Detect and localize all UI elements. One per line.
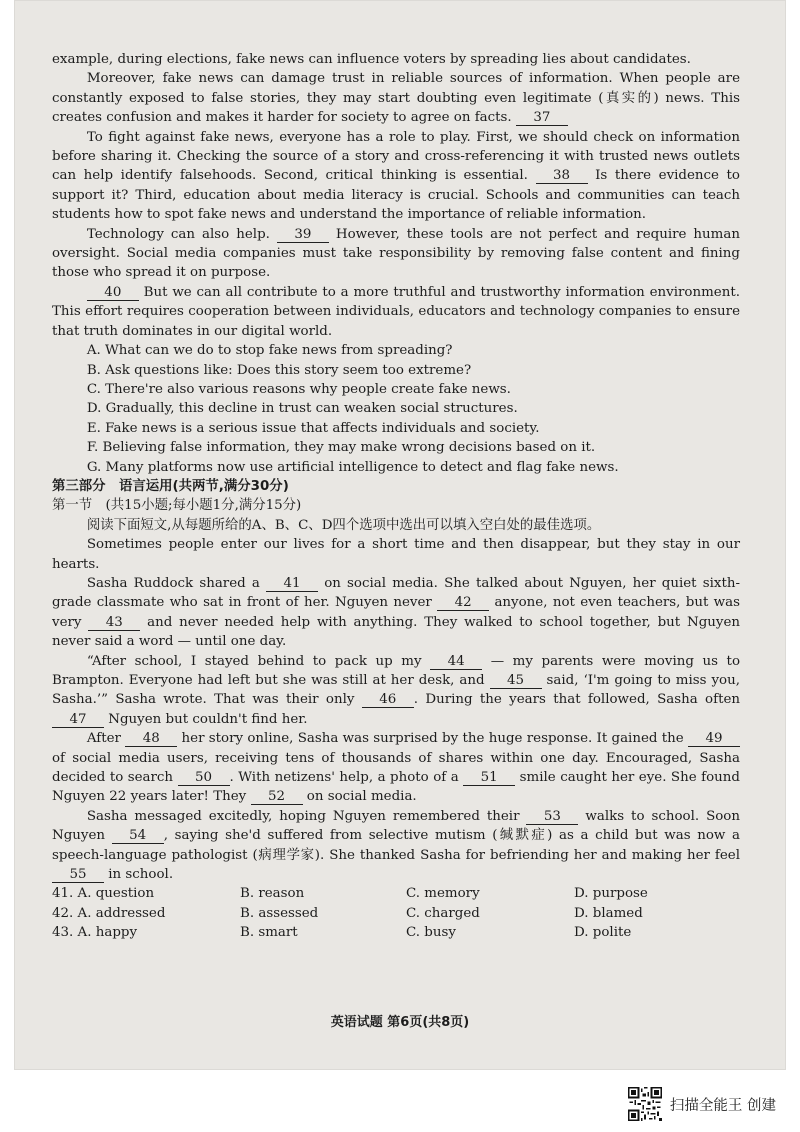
blank-45: 45 — [490, 673, 542, 689]
option-d: D. Gradually, this decline in trust can weaken social structures. — [86, 401, 518, 417]
option-g: G. Many platforms now use artificial intelligence to detect and flag fake news. — [86, 459, 619, 475]
blank-46: 46 — [362, 692, 414, 708]
blank-55: 55 — [52, 867, 104, 883]
passage-paragraph: 40 But we can all contribute to a more truthful and trustworthy information environment. This effort requires cooperation between individuals, educators and technology companies to ensure that truth dominates in our digital world. — [52, 284, 740, 339]
question-41-choices — [52, 884, 740, 903]
blank-44: 44 — [430, 654, 482, 670]
passage-paragraph: To fight against fake news, everyone has a role to play. First, we should check on information before sharing it. Checking the source of a story and cross-referencing it with trusted news outlets can help identify falsehoods. Second, critical thinking is essential. 38 Is there evidence to support it? Third, education about media literacy is crucial. Schools and communities can teach students how to spot fake news and understand the importance of reliable information. — [52, 129, 740, 223]
blank-38: 38 — [536, 168, 588, 184]
choice-a: 43. A. happy — [52, 925, 138, 941]
cloze-paragraph: Sasha messaged excitedly, hoping Nguyen remembered their 53 walks to school. Soon Nguyen 54 , saying she'd suffered from selective mutism (缄默症) as a child but was now a speech-language pathologist (病理学家). She thanked Sasha for befriending her and making her feel 55 in school. — [52, 808, 740, 883]
question-42-choices — [52, 904, 740, 923]
question-43-choices — [52, 923, 740, 942]
cloze-paragraph: After 48 her story online, Sasha was surprised by the huge response. It gained the 49 of social media users, receiving tens of thousands of shares within one day. Encouraged, Sasha decided to search 50 . With netizens' help, a photo of a 51 smile caught her eye. She found Nguyen 22 years later! They 52 on social media. — [52, 731, 740, 805]
choice-c: C. memory — [406, 886, 480, 902]
cloze-paragraph: Sasha Ruddock shared a 41 on social media. She talked about Nguyen, her quiet sixth-grade classmate who sat in front of her. Nguyen never 42 anyone, not even teachers, but was very 43 and never needed help with anything. They walked to school together, but Nguyen never said a word — until one day. — [52, 575, 740, 650]
option-e: E. Fake news is a serious issue that affects individuals and society. — [86, 420, 540, 436]
choice-b: B. reason — [240, 886, 305, 902]
option-f: F. Believing false information, they may make wrong decisions based on it. — [86, 440, 596, 456]
option-b: B. Ask questions like: Does this story seem too extreme? — [86, 362, 472, 378]
option-a: A. What can we do to stop fake news from spreading? — [86, 343, 453, 359]
blank-48: 48 — [125, 731, 177, 747]
blank-54: 54 — [112, 828, 164, 844]
qr-code-icon — [628, 1087, 662, 1121]
blank-40: 40 — [87, 285, 139, 301]
blank-49: 49 — [688, 731, 740, 747]
instruction: 阅读下面短文,从每题所给的A、B、C、D四个选项中选出可以填入空白处的最佳选项。 — [86, 517, 601, 533]
choice-b: B. assessed — [240, 905, 319, 921]
blank-52: 52 — [251, 789, 303, 805]
scanner-label: 扫描全能王 创建 — [669, 1097, 776, 1114]
choice-b: B. smart — [240, 925, 298, 941]
page-content — [52, 50, 740, 943]
section-one-heading: 第一节 (共15小题;每小题1分,满分15分) — [52, 498, 302, 514]
page-footer: 英语试题 第6页(共8页) — [330, 1015, 470, 1030]
passage-paragraph: Moreover, fake news can damage trust in reliable sources of information. When people are constantly exposed to false stories, they may start doubting even legitimate (真实的) news. This creates confusion and makes it harder for society to agree on facts. 37 — [52, 71, 740, 126]
choice-a: 41. A. question — [52, 886, 155, 902]
blank-41: 41 — [266, 576, 318, 592]
cloze-paragraph: “After school, I stayed behind to pack up my 44 — my parents were moving us to Brampton. Everyone had left but she was still at her desk, and 45 said, ‘I'm going to miss you, Sasha.’” Sasha wrote. That was their only 46 . During the years that followed, Sasha often 47 Nguyen but couldn't find her. — [52, 653, 740, 727]
blank-51: 51 — [463, 770, 515, 786]
scanner-watermark — [628, 1087, 776, 1121]
choice-c: C. charged — [406, 905, 480, 921]
blank-50: 50 — [178, 770, 230, 786]
passage-paragraph: example, during elections, fake news can influence voters by spreading lies about candidates. — [52, 52, 691, 67]
exam-page — [14, 0, 786, 1070]
option-c: C. There're also various reasons why people create fake news. — [86, 381, 511, 397]
choice-c: C. busy — [406, 925, 456, 941]
choice-d: D. purpose — [574, 886, 648, 902]
choice-a: 42. A. addressed — [52, 905, 166, 921]
blank-53: 53 — [526, 809, 578, 825]
blank-47: 47 — [52, 712, 104, 728]
blank-42: 42 — [437, 595, 489, 611]
choice-d: D. blamed — [574, 905, 643, 921]
blank-37: 37 — [516, 110, 568, 126]
part-three-heading: 第三部分 语言运用(共两节,满分30分) — [52, 478, 289, 494]
passage-paragraph: Technology can also help. 39 However, these tools are not perfect and require human oversight. Social media companies must take responsibility by removing false content and fining those who spread it on purpose. — [52, 226, 740, 281]
blank-43: 43 — [88, 615, 140, 631]
choice-d: D. polite — [574, 925, 632, 941]
cloze-paragraph: Sometimes people enter our lives for a short time and then disappear, but they stay in our hearts. — [52, 537, 740, 572]
blank-39: 39 — [277, 227, 329, 243]
